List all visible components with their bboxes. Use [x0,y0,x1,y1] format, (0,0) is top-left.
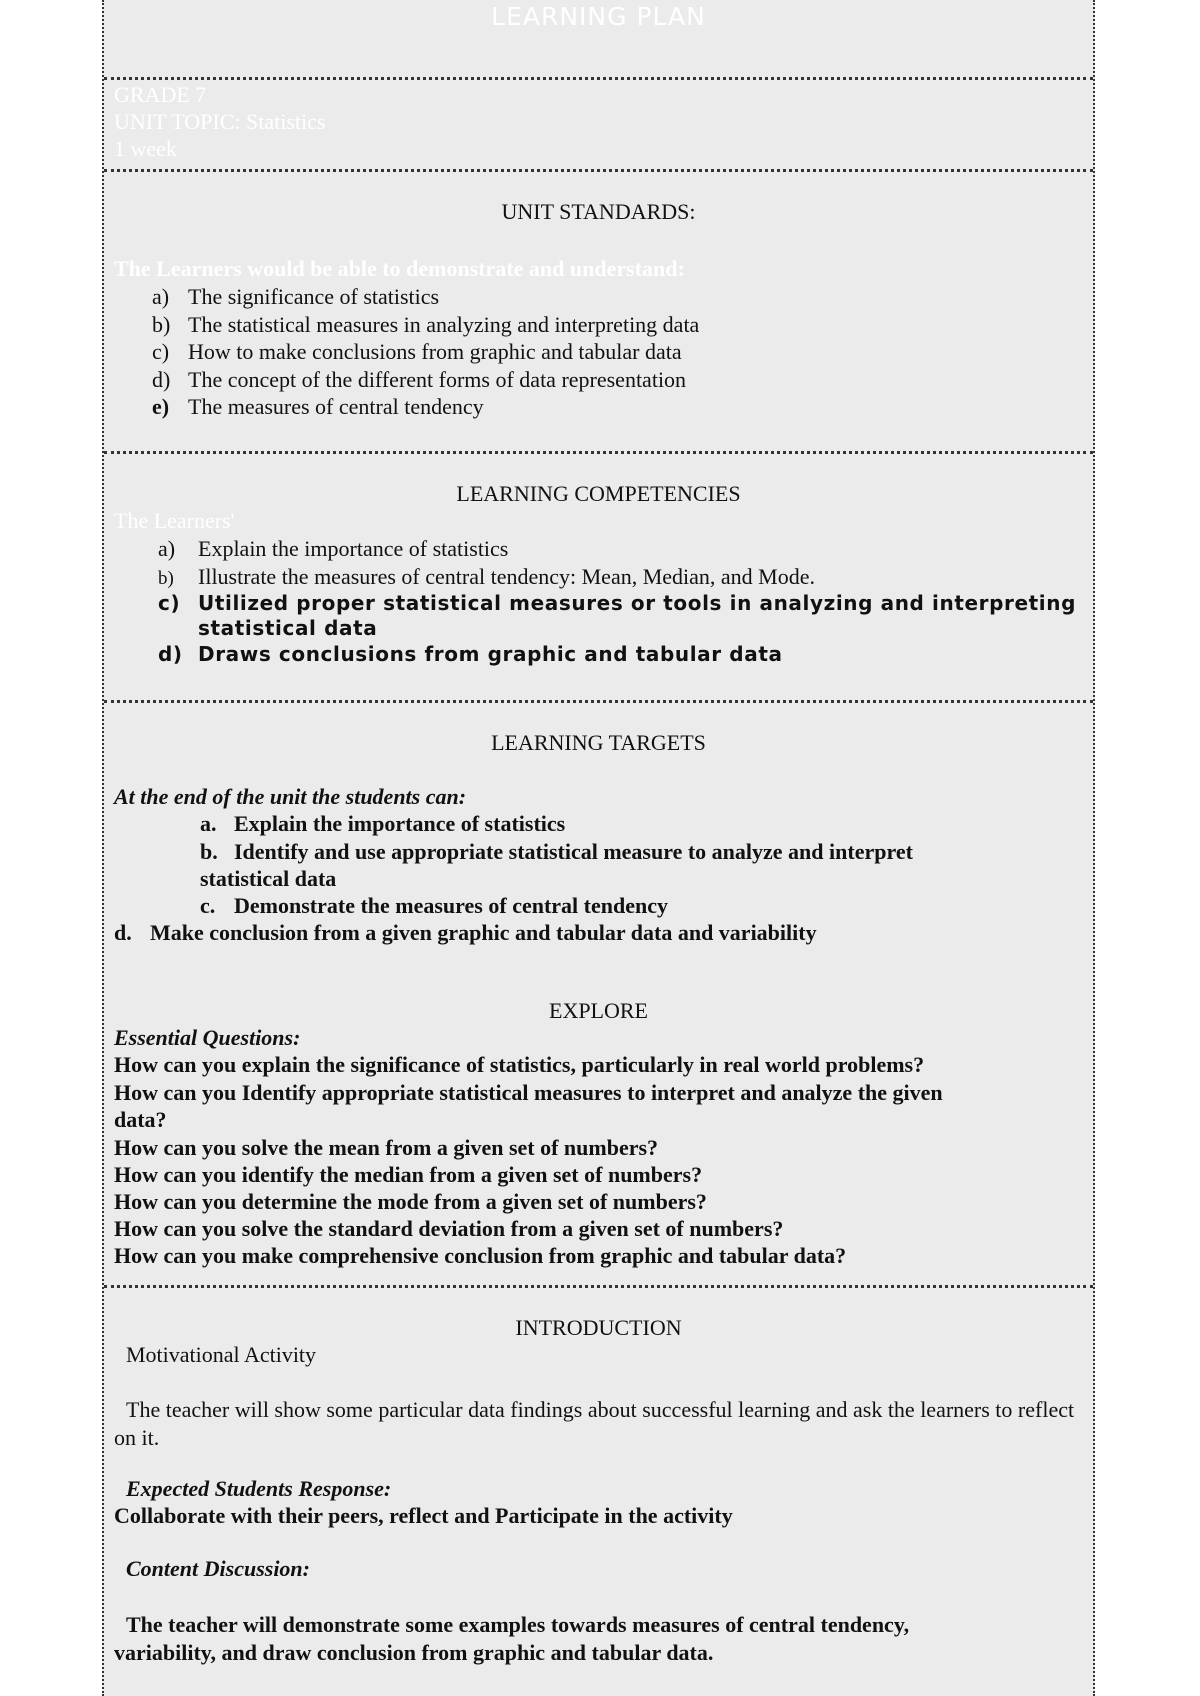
unit-standards-heading: UNIT STANDARDS: [501,199,696,224]
competency-text: Explain the importance of statistics [198,536,509,561]
standard-text: The significance of statistics [188,284,440,309]
unit-topic-value: Statistics [246,109,326,134]
title-section [104,0,1093,80]
target-marker: a. [200,811,217,836]
question-item: How can you identify the median from a given set of numbers? [114,1162,703,1187]
discussion-text: The teacher will demonstrate some examples towards measures of central tendency, variability, and draw conclusion from graphic and tabular data. [114,1612,910,1665]
target-text: Demonstrate the measures of central tendency [234,893,668,918]
motivational-activity-text [114,1396,1089,1452]
target-item [200,893,668,919]
target-text: Explain the importance of statistics [234,811,566,836]
competency-marker: c) [158,591,181,615]
competency-marker: a) [158,536,176,561]
competency-marker: d) [158,642,183,666]
introduction-heading: INTRODUCTION [515,1315,682,1340]
standard-text: The measures of central tendency [188,394,484,419]
question-item: How can you make comprehensive conclusion from graphic and tabular data? [114,1243,847,1268]
competency-item [158,536,508,562]
competencies-intro: The Learners' [114,508,235,533]
target-text: Make conclusion from a given graphic and tabular data and variability [150,920,817,945]
standard-item [152,394,484,420]
content-discussion-text [114,1611,1014,1667]
standard-text: How to make conclusions from graphic and tabular data [188,339,682,364]
target-marker: b. [200,839,218,864]
question-item: How can you explain the significance of statistics, particularly in real world problems? [114,1052,925,1077]
grade-label: GRADE 7 [114,82,207,107]
standard-marker: b) [152,312,171,337]
competencies-section [104,454,1093,703]
expected-response-label: Expected Students Response: [126,1476,392,1501]
competency-text: Utilized proper statistical measures or tools in analyzing and interpreting statistical data [198,591,1077,640]
target-text: Identify and use appropriate statistical measure to analyze and interpret statistical data [200,839,913,891]
competency-text: Illustrate the measures of central tendency: Mean, Median, and Mode. [198,564,815,589]
target-item [200,838,960,892]
activity-text: The teacher will show some particular data findings about successful learning and ask the learners to reflect on it. [114,1397,1075,1450]
competency-item [158,591,1088,641]
unit-topic-label: UNIT TOPIC: [114,109,241,134]
standard-item [152,312,699,338]
question-item: How can you Identify appropriate statistical measures to interpret and analyze the given data? [114,1080,943,1132]
competency-item [158,564,815,590]
document-page [102,0,1095,1696]
standard-marker: d) [152,367,171,392]
standard-item [152,367,686,393]
header-info-section [104,80,1093,172]
page-title: LEARNING PLAN [491,2,706,31]
competencies-heading: LEARNING COMPETENCIES [456,481,741,506]
target-marker: c. [200,893,216,918]
question-item: How can you solve the standard deviation from a given set of numbers? [114,1216,784,1241]
expected-response-text: Collaborate with their peers, reflect and Participate in the activity [114,1503,733,1528]
target-marker: d. [114,920,132,945]
explore-heading: EXPLORE [549,998,648,1023]
question-item: How can you solve the mean from a given set of numbers? [114,1135,659,1160]
introduction-section [104,1288,1093,1696]
targets-heading: LEARNING TARGETS [491,730,706,755]
standard-item [152,339,682,365]
competency-item [158,642,783,666]
standard-text: The concept of the different forms of data representation [188,367,687,392]
essential-questions-label: Essential Questions: [114,1025,301,1050]
content-discussion-label: Content Discussion: [126,1556,310,1581]
target-item [200,811,565,837]
competency-text: Draws conclusions from graphic and tabular data [198,642,783,666]
target-item [114,920,817,946]
targets-explore-section [104,703,1093,1288]
standard-item [152,284,439,310]
targets-intro: At the end of the unit the students can: [114,784,467,809]
competency-marker: b) [158,568,174,589]
unit-topic-line [114,109,325,135]
unit-standards-intro: The Learners would be able to demonstrate and understand: [114,256,685,281]
motivational-activity-label: Motivational Activity [126,1342,317,1367]
question-item: How can you determine the mode from a given set of numbers? [114,1189,707,1214]
standard-marker: e) [152,394,170,419]
unit-standards-section [104,172,1093,454]
standard-marker: c) [152,339,170,364]
standard-marker: a) [152,284,170,309]
duration-label: 1 week [114,136,177,161]
standard-text: The statistical measures in analyzing and interpreting data [188,312,700,337]
